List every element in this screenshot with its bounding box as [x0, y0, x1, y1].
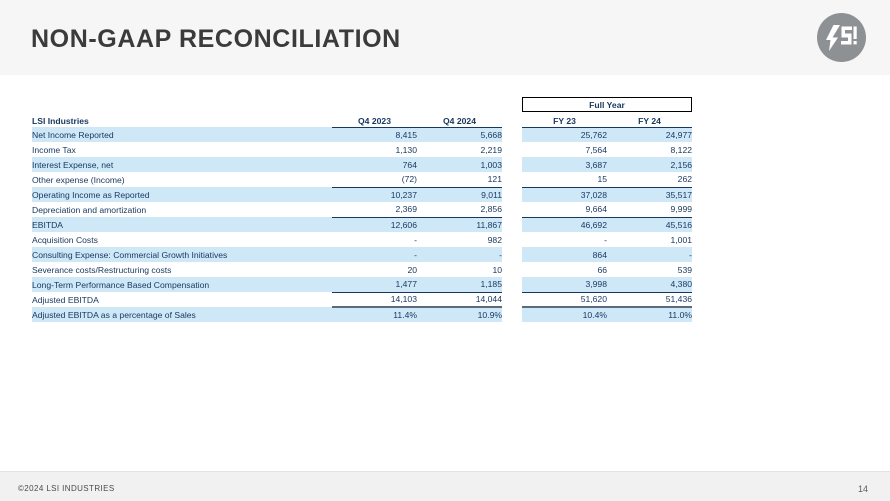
- cell-fy_23: 10.4%: [522, 307, 607, 322]
- row-label: Long-Term Performance Based Compensation: [32, 277, 332, 292]
- cell-fy_23: 3,998: [522, 277, 607, 292]
- cell-fy_24: 51,436: [607, 292, 692, 307]
- cell-q4_2024: -: [417, 247, 502, 262]
- column-header-row: [32, 112, 692, 127]
- column-gutter: [502, 217, 522, 232]
- column-gutter: [502, 307, 522, 322]
- spacer-cell: [32, 96, 332, 112]
- column-gutter: [502, 292, 522, 307]
- column-gutter: [502, 112, 522, 127]
- column-gutter: [502, 172, 522, 187]
- cell-fy_24: 8,122: [607, 142, 692, 157]
- row-label: Adjusted EBITDA: [32, 292, 332, 307]
- cell-fy_24: 45,516: [607, 217, 692, 232]
- cell-q4_2023: 10,237: [332, 187, 417, 202]
- cell-q4_2024: 10: [417, 262, 502, 277]
- table-row: [32, 172, 692, 187]
- table-row: [32, 247, 692, 262]
- table-row: [32, 217, 692, 232]
- column-header-q4_2023: Q4 2023: [332, 112, 417, 127]
- column-header-q4_2024: Q4 2024: [417, 112, 502, 127]
- cell-q4_2023: (72): [332, 172, 417, 187]
- spacer-cell: [332, 96, 417, 112]
- cell-fy_24: -: [607, 247, 692, 262]
- row-label: Net Income Reported: [32, 127, 332, 142]
- row-label: Severance costs/Restructuring costs: [32, 262, 332, 277]
- cell-fy_23: 9,664: [522, 202, 607, 217]
- copyright-text: ©2024 LSI INDUSTRIES: [18, 484, 115, 493]
- row-label: Depreciation and amortization: [32, 202, 332, 217]
- row-label: Other expense (Income): [32, 172, 332, 187]
- cell-q4_2023: 14,103: [332, 292, 417, 307]
- table-row: [32, 187, 692, 202]
- cell-q4_2024: 2,856: [417, 202, 502, 217]
- cell-fy_24: 9,999: [607, 202, 692, 217]
- table-row: [32, 157, 692, 172]
- row-label: Interest Expense, net: [32, 157, 332, 172]
- table-row: [32, 307, 692, 322]
- spacer-cell: [417, 96, 502, 112]
- cell-q4_2023: 2,369: [332, 202, 417, 217]
- cell-fy_23: 864: [522, 247, 607, 262]
- table-row: [32, 142, 692, 157]
- table-row: [32, 292, 692, 307]
- row-header-label: LSI Industries: [32, 112, 332, 127]
- cell-fy_24: 262: [607, 172, 692, 187]
- cell-fy_23: 25,762: [522, 127, 607, 142]
- cell-q4_2024: 121: [417, 172, 502, 187]
- cell-q4_2023: 8,415: [332, 127, 417, 142]
- row-label: Adjusted EBITDA as a percentage of Sales: [32, 307, 332, 322]
- column-header-fy_23: FY 23: [522, 112, 607, 127]
- cell-q4_2023: -: [332, 232, 417, 247]
- group-header-row: [32, 96, 692, 112]
- cell-fy_24: 35,517: [607, 187, 692, 202]
- page-number: 14: [857, 484, 868, 494]
- cell-fy_23: 7,564: [522, 142, 607, 157]
- full-year-label: Full Year: [522, 97, 692, 112]
- column-header-fy_24: FY 24: [607, 112, 692, 127]
- table-row: [32, 232, 692, 247]
- cell-q4_2024: 2,219: [417, 142, 502, 157]
- cell-q4_2023: 764: [332, 157, 417, 172]
- cell-q4_2024: 10.9%: [417, 307, 502, 322]
- column-gutter: [502, 232, 522, 247]
- cell-q4_2024: 5,668: [417, 127, 502, 142]
- cell-q4_2024: 1,185: [417, 277, 502, 292]
- cell-fy_23: -: [522, 232, 607, 247]
- cell-fy_24: 2,156: [607, 157, 692, 172]
- cell-q4_2024: 11,867: [417, 217, 502, 232]
- row-label: Acquisition Costs: [32, 232, 332, 247]
- row-label: Consulting Expense: Commercial Growth Initiatives: [32, 247, 332, 262]
- cell-fy_24: 1,001: [607, 232, 692, 247]
- column-gutter: [502, 157, 522, 172]
- table-row: [32, 262, 692, 277]
- row-label: Income Tax: [32, 142, 332, 157]
- non-gaap-reconciliation-table: [32, 96, 692, 322]
- cell-fy_24: 4,380: [607, 277, 692, 292]
- cell-fy_24: 539: [607, 262, 692, 277]
- column-gutter: [502, 96, 522, 112]
- lsi-logo-mark: [817, 13, 866, 62]
- financial-table-container: [32, 96, 692, 322]
- cell-fy_23: 46,692: [522, 217, 607, 232]
- cell-q4_2024: 14,044: [417, 292, 502, 307]
- lsi-logo: [817, 13, 866, 62]
- row-label: EBITDA: [32, 217, 332, 232]
- table-row: [32, 127, 692, 142]
- cell-fy_23: 51,620: [522, 292, 607, 307]
- cell-fy_24: 11.0%: [607, 307, 692, 322]
- cell-q4_2024: 982: [417, 232, 502, 247]
- column-gutter: [502, 127, 522, 142]
- cell-q4_2024: 9,011: [417, 187, 502, 202]
- column-gutter: [502, 202, 522, 217]
- page-title: NON-GAAP RECONCILIATION: [31, 25, 401, 53]
- cell-q4_2023: 1,130: [332, 142, 417, 157]
- row-label: Operating Income as Reported: [32, 187, 332, 202]
- table-row: [32, 277, 692, 292]
- cell-q4_2024: 1,003: [417, 157, 502, 172]
- column-gutter: [502, 262, 522, 277]
- cell-q4_2023: 11.4%: [332, 307, 417, 322]
- cell-fy_23: 37,028: [522, 187, 607, 202]
- cell-q4_2023: -: [332, 247, 417, 262]
- cell-fy_24: 24,977: [607, 127, 692, 142]
- cell-fy_23: 66: [522, 262, 607, 277]
- cell-fy_23: 15: [522, 172, 607, 187]
- cell-q4_2023: 20: [332, 262, 417, 277]
- cell-q4_2023: 1,477: [332, 277, 417, 292]
- column-gutter: [502, 247, 522, 262]
- table-body: [32, 96, 692, 322]
- column-gutter: [502, 187, 522, 202]
- column-gutter: [502, 142, 522, 157]
- column-gutter: [502, 277, 522, 292]
- cell-fy_23: 3,687: [522, 157, 607, 172]
- table-row: [32, 202, 692, 217]
- cell-q4_2023: 12,606: [332, 217, 417, 232]
- full-year-group-header: [522, 96, 692, 112]
- footer-band: [0, 471, 890, 501]
